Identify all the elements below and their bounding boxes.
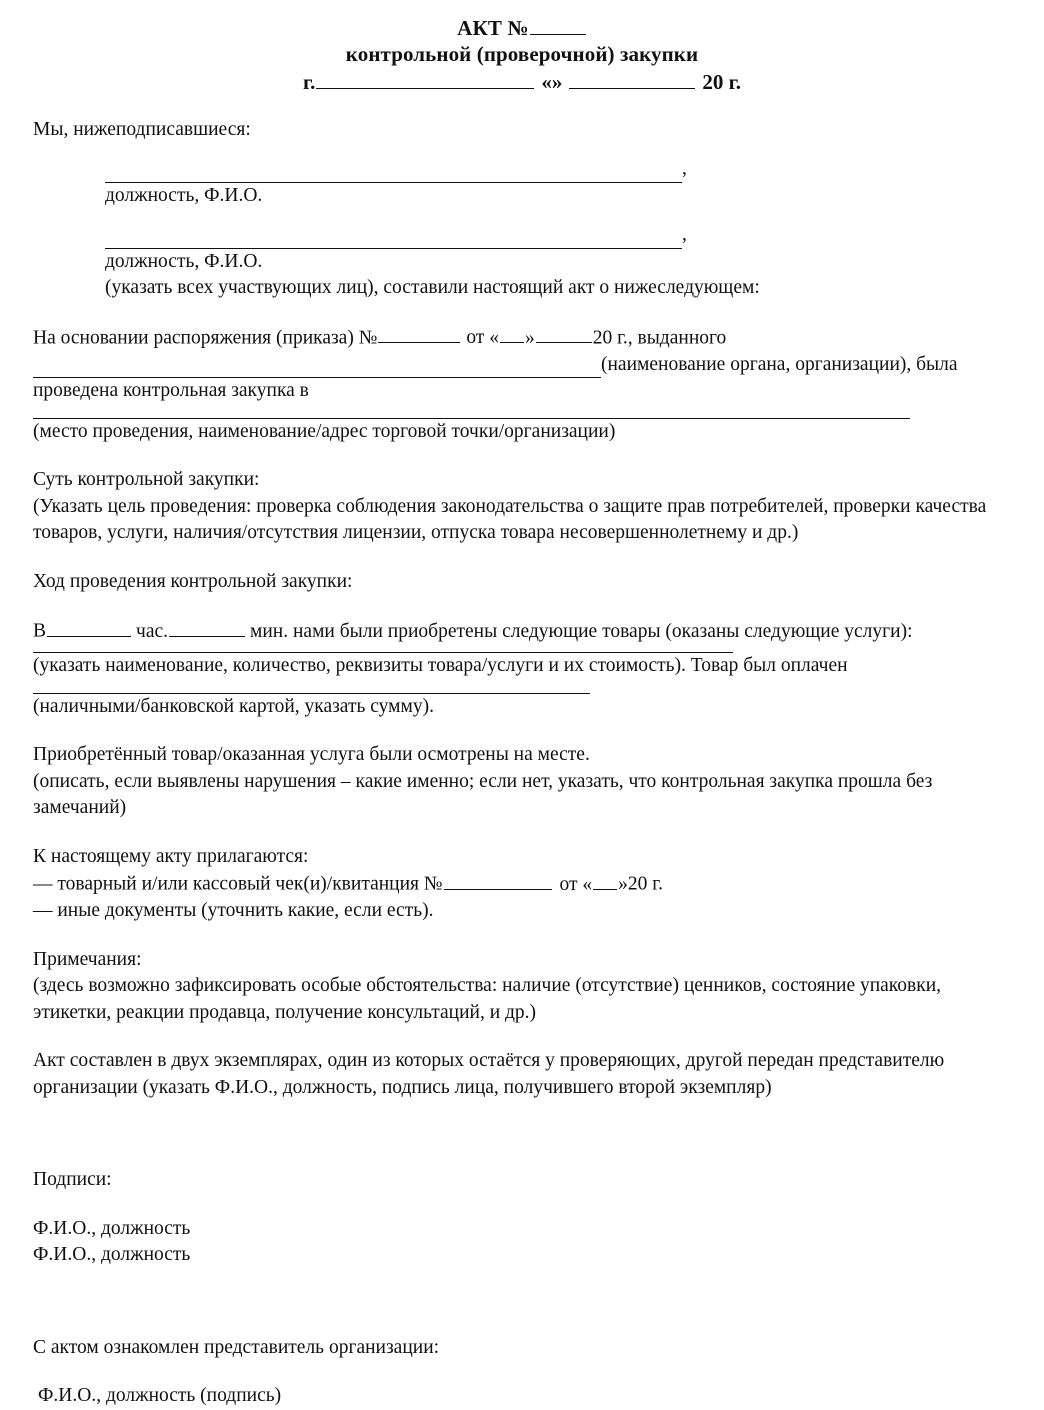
person1-comma: , <box>682 158 687 180</box>
order-number-blank[interactable] <box>378 324 460 344</box>
attachments-heading: К настоящему акту прилагаются: <box>33 845 309 867</box>
order-month-blank[interactable] <box>536 324 592 344</box>
attachment-receipt-item <box>33 870 1011 898</box>
document-header <box>0 0 1044 95</box>
document-city-date-line <box>0 68 1044 95</box>
notes-text: (здесь возможно зафиксировать особые обстоятельства: наличие (отсутствие) ценников, состояние упаковки, этикетки, реакции продавца, получение консультаций, и др.) <box>33 975 942 1023</box>
process-heading: Ход проведения контрольной закупки: <box>33 570 353 592</box>
basis-order-prefix: На основании распоряжения (приказа) № <box>33 327 378 349</box>
hours-blank[interactable] <box>47 617 131 637</box>
participants-note: (указать всех участвующих лиц), составили настоящий акт о нижеследующем: <box>105 277 760 299</box>
person1-blank[interactable] <box>105 163 682 183</box>
attachment-receipt-year: 20 г. <box>627 873 663 895</box>
minutes-blank[interactable] <box>169 617 245 637</box>
minutes-label: мин. нами были приобретены следующие товары (оказаны следующие услуги): <box>250 620 913 642</box>
attachment-other-item: — иные документы (уточнить какие, если есть). <box>33 900 434 922</box>
issuing-authority-line-row <box>33 352 1011 379</box>
payment-caption: (наличными/банковской картой, указать сумму). <box>33 695 434 717</box>
person1-caption: должность, Ф.И.О. <box>105 184 263 206</box>
basis-order-quote-close: » <box>524 327 535 349</box>
act-number-blank[interactable] <box>530 14 586 35</box>
purchase-conducted-line: проведена контрольная закупка в <box>33 380 309 402</box>
acknowledgement-heading: С актом ознакомлен представитель организации: <box>33 1336 440 1358</box>
document-title-line2: контрольной (проверочной) закупки <box>345 41 699 66</box>
notes-heading: Примечания: <box>33 948 142 970</box>
city-prefix-label: г. <box>302 69 316 94</box>
signatures-heading: Подписи: <box>33 1169 112 1191</box>
goods-caption: (указать наименование, количество, реквизиты товара/услуги и их стоимость). Товар был оплачен <box>33 655 848 677</box>
city-blank[interactable] <box>316 68 534 89</box>
acknowledgement-signer: Ф.И.О., должность (подпись) <box>38 1385 282 1407</box>
inspection-line: Приобретённый товар/оказанная услуга были осмотрены на месте. <box>33 744 590 766</box>
person1-signature-line-row <box>33 156 1011 183</box>
copies-text: Акт составлен в двух экземплярах, один из которых остаётся у проверяющих, другой передан представителю организации (указать Ф.И.О., должность, подпись лица, получившего второй экземпляр) <box>33 1050 945 1098</box>
process-time-line <box>33 617 1011 645</box>
hours-label: час. <box>136 620 169 642</box>
person2-signature-line-row <box>33 222 1011 249</box>
essence-heading: Суть контрольной закупки: <box>33 469 260 491</box>
person2-blank[interactable] <box>105 229 682 249</box>
issuing-authority-blank[interactable] <box>33 358 601 378</box>
document-title-text: АКТ № <box>457 15 529 40</box>
person2-comma: , <box>682 224 687 246</box>
year-suffix-label: 20 г. <box>702 69 742 94</box>
place-caption: (место проведения, наименование/адрес торговой точки/организации) <box>33 420 616 442</box>
month-blank[interactable] <box>569 68 695 89</box>
basis-order-year: 20 г., выданного <box>592 327 727 349</box>
order-day-blank[interactable] <box>500 324 524 344</box>
basis-order-line <box>33 324 1011 352</box>
receipt-number-blank[interactable] <box>444 870 552 890</box>
issuing-authority-caption: (наименование органа, организации), была <box>601 353 958 375</box>
document-title-line1 <box>0 14 1044 41</box>
receipt-day-blank[interactable] <box>593 870 617 890</box>
attachment-receipt-mid: от « <box>559 873 593 895</box>
person2-caption: должность, Ф.И.О. <box>105 250 263 272</box>
attachment-receipt-quote-close: » <box>618 873 628 895</box>
signer-1: Ф.И.О., должность <box>33 1217 191 1239</box>
attachment-receipt-prefix: — товарный и/или кассовый чек(и)/квитанция № <box>33 873 443 895</box>
essence-note: (Указать цель проведения: проверка соблюдения законодательства о защите прав потребителей, проверки качества товаров, услуги, наличия/отсутствия лицензии, отпуска товара несовершеннолетнему и др.) <box>33 495 987 544</box>
inspection-note: (описать, если выявлены нарушения – какие именно; если нет, указать, что контрольная закупка прошла без замечаний) <box>33 770 933 819</box>
signer-2: Ф.И.О., должность <box>33 1244 191 1266</box>
undersigned-heading: Мы, нижеподписавшиеся: <box>33 118 251 140</box>
quote-marks-label: «» <box>541 69 563 94</box>
document-body <box>0 95 1044 1410</box>
basis-order-mid: от « <box>466 327 499 349</box>
time-prefix-label: В <box>33 620 47 642</box>
